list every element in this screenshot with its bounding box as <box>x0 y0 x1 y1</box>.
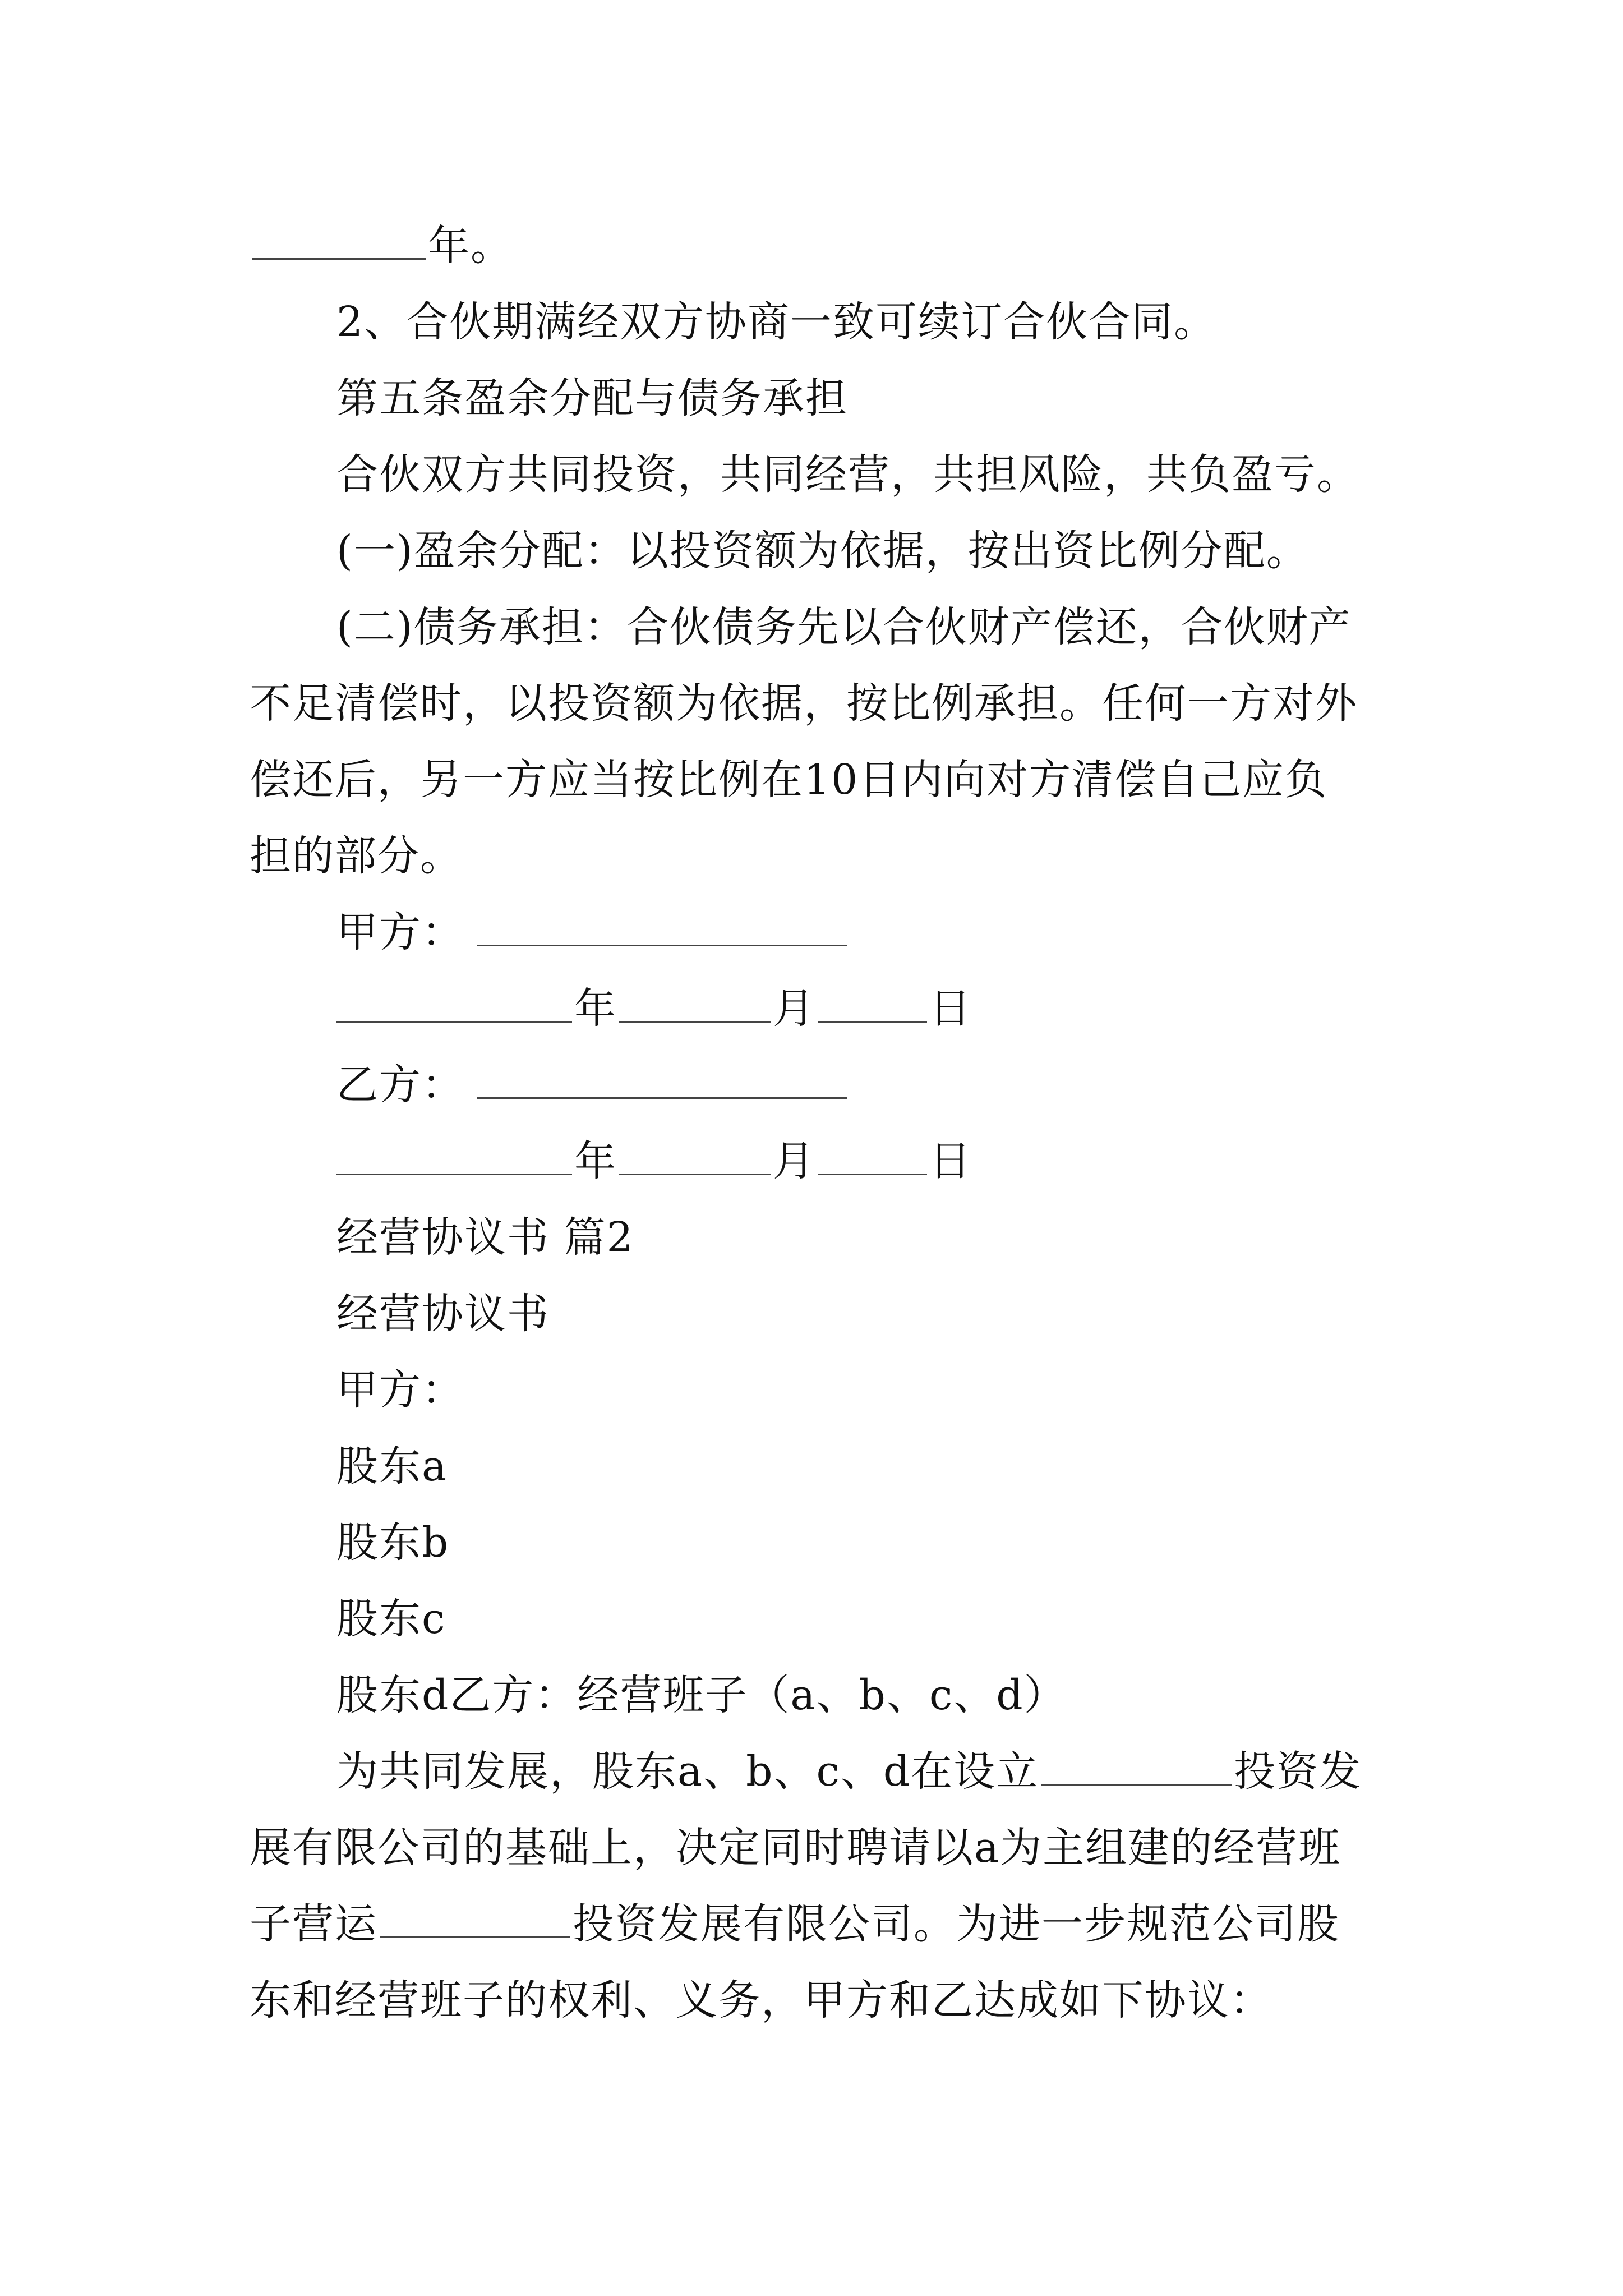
preamble-line-4: 东和经营班子的权利、义务，甲方和乙达成如下协议： <box>250 1976 1272 2024</box>
shareholder-d-and-party-b: 股东d乙方：经营班子（a、b、c、d） <box>336 1671 1067 1719</box>
day-label: 日 <box>929 1137 972 1185</box>
company-name-blank-2[interactable] <box>380 1903 570 1938</box>
party-b-signature-blank[interactable] <box>477 1064 847 1099</box>
shareholder-a: 股东a <box>336 1442 448 1490</box>
company-name-blank-1[interactable] <box>1041 1750 1232 1786</box>
party-b-month-blank[interactable] <box>619 1140 771 1175</box>
party-b-day-blank[interactable] <box>818 1140 927 1175</box>
debt-bearing-line-1: (二)债务承担：合伙债务先以合伙财产偿还，合伙财产 <box>336 603 1352 651</box>
day-label: 日 <box>929 984 972 1033</box>
debt-bearing-line-4: 担的部分。 <box>250 832 463 880</box>
party-a-year-blank[interactable] <box>336 987 572 1023</box>
party-a-heading: 甲方： <box>336 1366 464 1414</box>
party-a-signature-blank[interactable] <box>477 911 847 946</box>
party-b-date-line <box>336 1123 1399 1199</box>
party-b-signature-line <box>336 1047 1399 1123</box>
agreement-title: 经营协议书 <box>336 1290 550 1338</box>
years-blank[interactable] <box>252 224 426 260</box>
debt-bearing-line-3: 偿还后，另一方应当按比例在10日内向对方清偿自己应负 <box>250 756 1328 804</box>
month-label: 月 <box>773 984 815 1033</box>
shareholder-c: 股东c <box>336 1595 446 1643</box>
partnership-principle: 合伙双方共同投资，共同经营，共担风险，共负盈亏。 <box>336 450 1359 499</box>
preamble-text-1: 为共同发展，股东a、b、c、d在设立 <box>336 1747 1039 1796</box>
party-a-signature-line <box>336 894 1399 970</box>
month-label: 月 <box>773 1137 815 1185</box>
party-a-label: 甲方： <box>336 908 464 956</box>
party-a-day-blank[interactable] <box>818 987 927 1023</box>
party-a-date-line <box>336 970 1399 1047</box>
preamble-text-2: 投资发 <box>1234 1747 1362 1796</box>
preamble-line-1 <box>336 1733 1399 1810</box>
term-years-line <box>250 208 1399 284</box>
clause-renewal: 2、合伙期满经双方协商一致可续订合伙合同。 <box>336 298 1217 346</box>
text-year-suffix: 年。 <box>428 222 513 270</box>
preamble-line-3 <box>250 1886 1399 1962</box>
preamble-text-4: 投资发展有限公司。为进一步规范公司股 <box>573 1900 1340 1948</box>
article-five-heading: 第五条盈余分配与债务承担 <box>336 374 848 422</box>
preamble-text-3: 子营运 <box>250 1900 377 1948</box>
year-label: 年 <box>574 1137 617 1185</box>
party-b-year-blank[interactable] <box>336 1140 572 1175</box>
party-a-month-blank[interactable] <box>619 987 771 1023</box>
shareholder-b: 股东b <box>336 1519 450 1567</box>
section-heading-part-2: 经营协议书 篇2 <box>336 1213 634 1262</box>
preamble-line-2: 展有限公司的基础上，决定同时聘请以a为主组建的经营班 <box>250 1824 1341 1872</box>
debt-bearing-line-2: 不足清偿时，以投资额为依据，按比例承担。任何一方对外 <box>250 679 1358 728</box>
profit-distribution: (一)盈余分配：以投资额为依据，按出资比例分配。 <box>336 527 1309 575</box>
party-b-label: 乙方： <box>336 1061 464 1109</box>
year-label: 年 <box>574 984 617 1033</box>
